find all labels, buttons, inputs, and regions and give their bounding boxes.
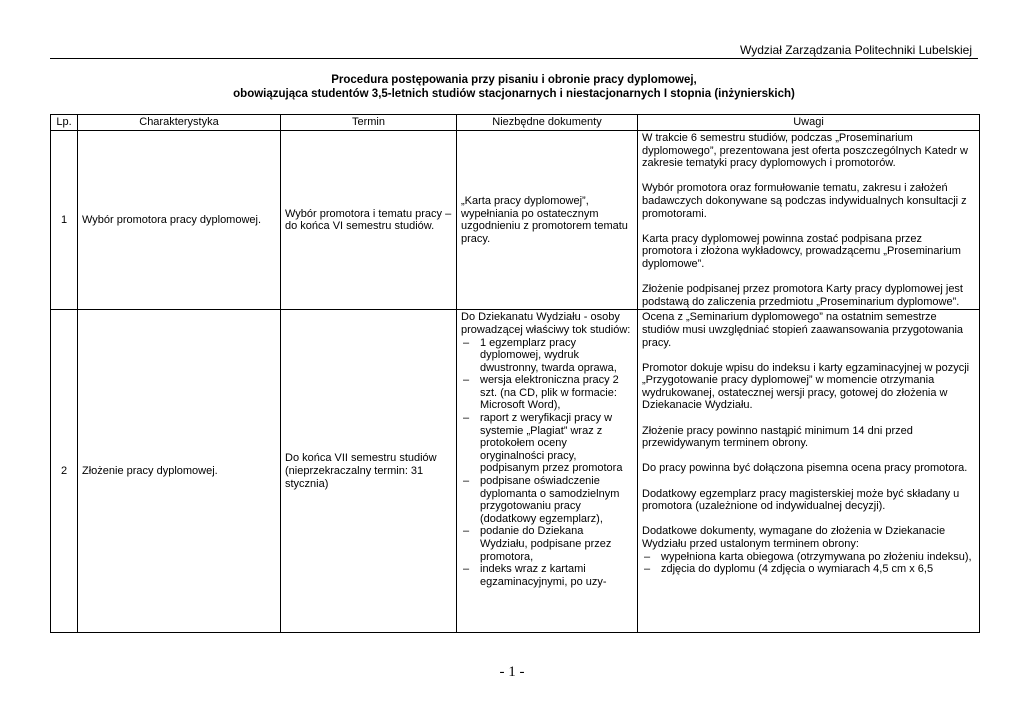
documents-list bbox=[461, 337, 633, 589]
remark-paragraph: W trakcie 6 semestru studiów, podczas „Proseminarium dyplomowego”, prezentowana jest oferta poszczególnych Katedr w zakresie tematyki pracy dyplomowych i promotorów. bbox=[642, 132, 968, 170]
remark-paragraph: Dodatkowy egzemplarz pracy magisterskiej może być składany u promotora (uzależnione od indywidualnej decyzji). bbox=[642, 487, 960, 513]
col-header-remarks: Uwagi bbox=[638, 115, 980, 131]
row-documents bbox=[457, 310, 638, 633]
row-number: 2 bbox=[51, 310, 78, 633]
table-row bbox=[51, 131, 980, 310]
list-item: – wersja elektroniczna pracy 2 szt. (na CD, plik w formacie: Microsoft Word), bbox=[461, 374, 633, 412]
list-item: – podanie do Dziekana Wydziału, podpisane przez promotora, bbox=[461, 525, 633, 563]
row-number: 1 bbox=[51, 131, 78, 310]
procedure-table bbox=[50, 114, 980, 633]
documents-intro: Do Dziekanatu Wydziału - osoby prowadzącej właściwy tok studiów: bbox=[461, 311, 631, 336]
list-item: – indeks wraz z kartami egzaminacyjnymi, po uzy- bbox=[461, 563, 633, 588]
table-row bbox=[51, 310, 980, 633]
list-item: – wypełniona karta obiegowa (otrzymywana po złożeniu indeksu), bbox=[642, 551, 975, 564]
list-item: – podpisane oświadczenie dyplomanta o samodzielnym przygotowaniu pracy (dodatkowy egzemplarz), bbox=[461, 475, 633, 525]
document-title bbox=[50, 73, 978, 101]
documents-intro: „Karta pracy dyplomowej”, wypełniania po ostatecznym uzgodnieniu z promotorem tematu pracy. bbox=[461, 194, 628, 245]
list-item: – zdjęcia do dyplomu (4 zdjęcia o wymiarach 4,5 cm x 6,5 bbox=[642, 563, 975, 576]
remark-paragraph: Promotor dokuje wpisu do indeksu i karty egzaminacyjnej w pozycji „Przygotowanie pracy dyplomowej” w momencie otrzymania wydrukowanej, ostatecznej wersji pracy, gotowej do złożenia w Dziekanacie Wydziału. bbox=[642, 361, 970, 412]
col-header-documents: Niezbędne dokumenty bbox=[457, 115, 638, 131]
row-remarks bbox=[638, 131, 980, 310]
remark-paragraph: Złożenie podpisanej przez promotora Karty pracy dyplomowej jest podstawą do zaliczenia przedmiotu „Proseminarium dyplomowe”. bbox=[642, 283, 963, 308]
title-line-2: obowiązująca studentów 3,5-letnich studiów stacjonarnych i niestacjonarnych I stopnia (inżynierskich) bbox=[233, 88, 795, 100]
col-header-deadline: Termin bbox=[281, 115, 457, 131]
row-documents bbox=[457, 131, 638, 310]
row-characteristic: Złożenie pracy dyplomowej. bbox=[78, 310, 281, 633]
remark-paragraph: Wybór promotora oraz formułowanie tematu, zakresu i założeń badawczych dokonywane są podczas indywidualnych konsultacji z promotorami. bbox=[642, 182, 967, 220]
remark-paragraph: Karta pracy dyplomowej powinna zostać podpisana przez promotora i złożona wykładowcy, prowadzącemu „Proseminarium dyplomowe”. bbox=[642, 232, 961, 270]
row-deadline: Do końca VII semestru studiów (nieprzekraczalny termin: 31 stycznia) bbox=[281, 310, 457, 633]
page-number: - 1 - bbox=[499, 664, 525, 680]
list-item: – 1 egzemplarz pracy dyplomowej, wydruk dwustronny, twarda oprawa, bbox=[461, 337, 633, 375]
row-characteristic: Wybór promotora pracy dyplomowej. bbox=[78, 131, 281, 310]
title-line-1: Procedura postępowania przy pisaniu i obronie pracy dyplomowej, bbox=[331, 74, 697, 86]
remark-paragraph: Dodatkowe dokumenty, wymagane do złożenia w Dziekanacie Wydziału przed ustalonym terminem obrony: bbox=[642, 525, 946, 550]
remark-paragraph: Złożenie pracy powinno nastąpić minimum 14 dni przed przewidywanym terminem obrony. bbox=[642, 424, 913, 450]
remark-paragraph: Do pracy powinna być dołączona pisemna ocena pracy promotora. bbox=[642, 462, 968, 475]
row-deadline: Wybór promotora i tematu pracy – do końca VI semestru studiów. bbox=[281, 131, 457, 310]
documents-content bbox=[461, 311, 633, 631]
remark-paragraph: Ocena z „Seminarium dyplomowego” na ostatnim semestrze studiów musi uwzględniać stopień zaawansowania przygotowania pracy. bbox=[642, 311, 964, 349]
header-divider bbox=[50, 58, 978, 59]
col-header-characteristic: Charakterystyka bbox=[78, 115, 281, 131]
faculty-header: Wydział Zarządzania Politechniki Lubelskiej bbox=[739, 43, 972, 57]
col-header-lp: Lp. bbox=[51, 115, 78, 131]
table-header-row bbox=[51, 115, 980, 131]
remarks-list bbox=[642, 551, 975, 576]
row-remarks bbox=[638, 310, 980, 633]
list-item: – raport z weryfikacji pracy w systemie „Plagiat” wraz z protokołem oceny oryginalności pracy, podpisanym przez promotora bbox=[461, 412, 633, 475]
remarks-content bbox=[642, 311, 975, 631]
